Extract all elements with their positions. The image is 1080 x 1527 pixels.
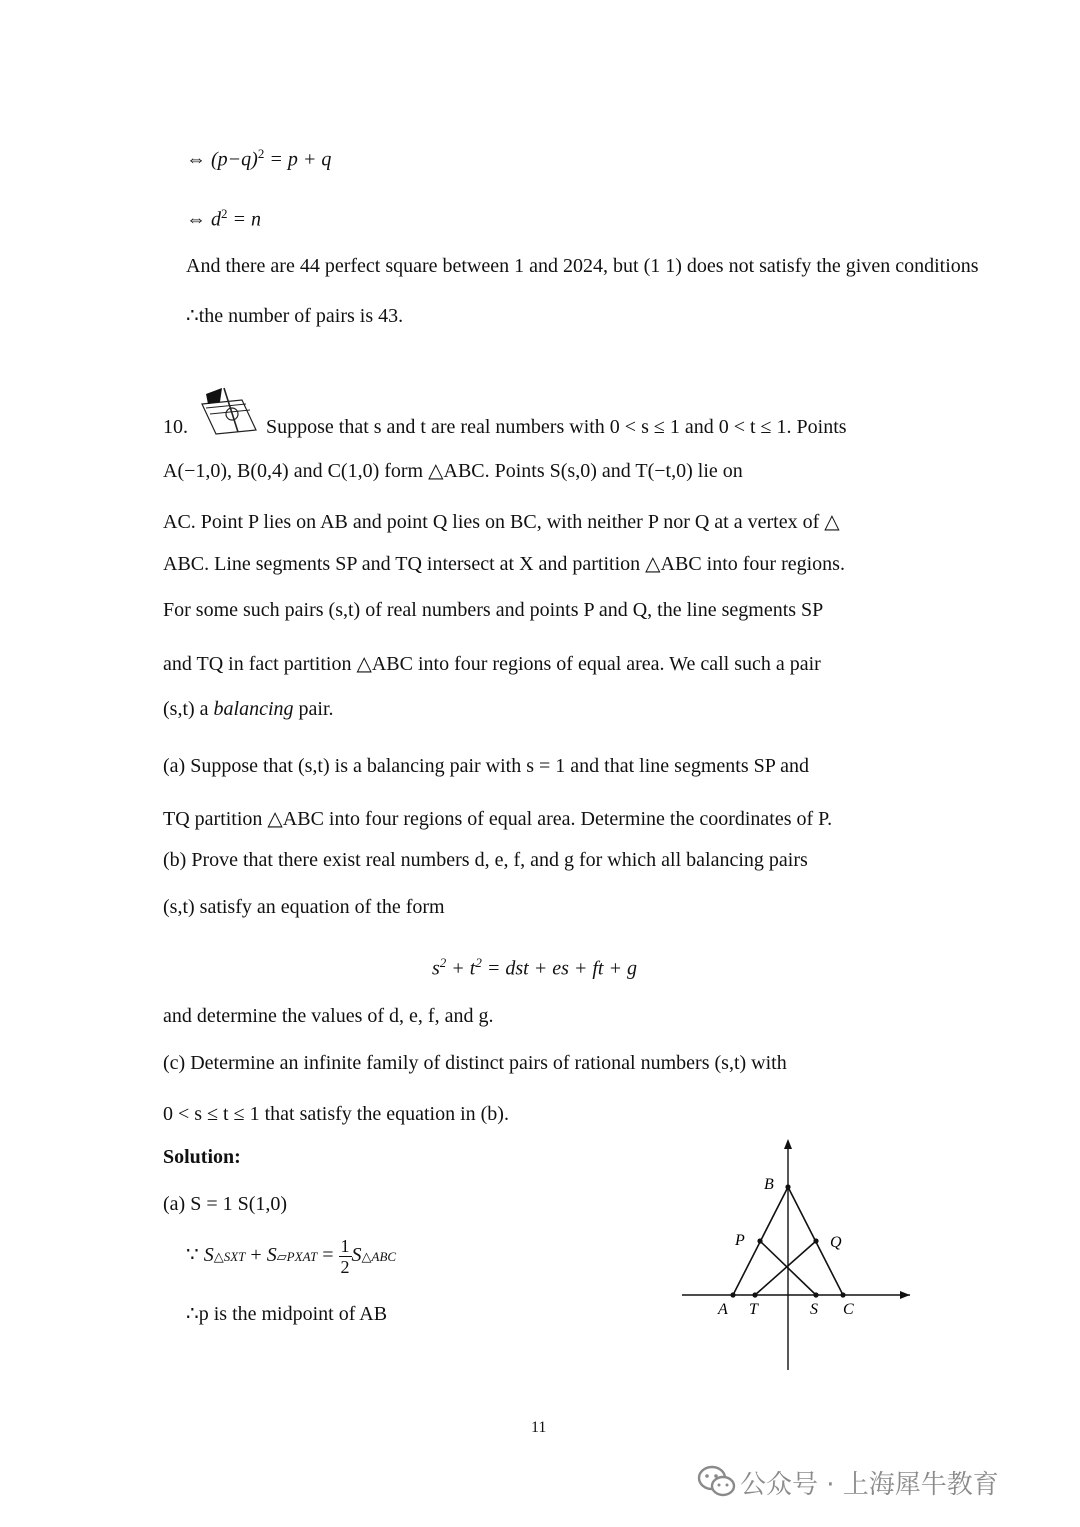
label-b: B <box>764 1176 774 1193</box>
midpoint-conclusion: ∴p is the midpoint of AB <box>186 1303 388 1325</box>
x-axis-arrow-icon <box>900 1291 910 1299</box>
point-q <box>813 1238 818 1243</box>
part-c-line-2: 0 < s ≤ t ≤ 1 that satisfy the equation in (b). <box>163 1103 509 1125</box>
problem-line-2: A(−1,0), B(0,4) and C(1,0) form △ABC. Points S(s,0) and T(−t,0) lie on <box>163 460 743 482</box>
eq1-lhs: (p−q) <box>211 148 258 171</box>
point-c <box>840 1292 845 1297</box>
point-s <box>813 1292 818 1297</box>
pairs-count-line: ∴the number of pairs is 43. <box>186 305 404 327</box>
triangle-diagram <box>680 1135 920 1375</box>
area-equation: ∵ S△SXT + S▱PXAT = $\frac{1}{2}$ S△ABC <box>186 1236 397 1277</box>
label-a: A <box>718 1301 728 1318</box>
difficulty-icon <box>198 386 260 438</box>
part-a-line-2: TQ partition △ABC into four regions of equal area. Determine the coordinates of P. <box>163 808 833 830</box>
eq1-exp: 2 <box>257 146 265 161</box>
problem-number: 10. <box>163 416 188 438</box>
label-p: P <box>735 1232 745 1249</box>
part-b-line-2: (s,t) satisfy an equation of the form <box>163 896 445 918</box>
problem-line-3: AC. Point P lies on AB and point Q lies on BC, with neither P nor Q at a vertex of △ <box>163 511 840 533</box>
problem-line-1: Suppose that s and t are real numbers with 0 < s ≤ 1 and 0 < t ≤ 1. Points <box>266 416 847 438</box>
page-number: 11 <box>531 1419 547 1436</box>
because-icon: ∵ <box>186 1244 199 1267</box>
problem-line-4: ABC. Line segments SP and TQ intersect at X and partition △ABC into four regions. <box>163 553 845 575</box>
part-a-line-1: (a) Suppose that (s,t) is a balancing pair with s = 1 and that line segments SP and <box>163 755 809 777</box>
therefore-icon: ∴ <box>186 305 199 327</box>
problem-line-7: (s,t) a balancing pair. <box>163 698 334 720</box>
point-p <box>757 1238 762 1243</box>
part-c-line-1: (c) Determine an infinite family of distinct pairs of rational numbers (s,t) with <box>163 1052 787 1074</box>
solution-heading: Solution: <box>163 1146 241 1168</box>
problem-line-5: For some such pairs (s,t) of real numbers and points P and Q, the line segments SP <box>163 599 824 621</box>
iff-icon: ⇔ <box>186 148 206 171</box>
y-axis-arrow-icon <box>784 1139 792 1149</box>
one-half-fraction: $\frac{1}{2}$ <box>340 1236 350 1277</box>
label-c: C <box>843 1301 854 1318</box>
point-b <box>785 1184 790 1189</box>
equiv-line-2 <box>186 206 261 232</box>
label-q: Q <box>830 1234 842 1251</box>
eq2-exp: 2 <box>221 206 228 221</box>
part-b-line-1: (b) Prove that there exist real numbers d, e, f, and g for which all balancing pairs <box>163 849 808 871</box>
label-s: S <box>810 1301 818 1318</box>
eq1-rhs: = p + q <box>269 148 332 171</box>
label-t: T <box>749 1301 758 1318</box>
part-b-line-3: and determine the values of d, e, f, and g. <box>163 1005 494 1027</box>
point-a <box>730 1292 735 1297</box>
balancing-term: balancing <box>213 698 294 720</box>
centered-equation: $s^2 + t^2$ = dst + es + ft + g <box>432 955 637 980</box>
point-t <box>752 1292 757 1297</box>
equiv-line-1 <box>186 146 331 172</box>
problem-line-6: and TQ in fact partition △ABC into four regions of equal area. We call such a pair <box>163 653 821 675</box>
perfect-square-line: And there are 44 perfect square between 1 and 2024, but (1 1) does not satisfy the given conditions <box>186 255 979 277</box>
watermark-text: 公众号 · 上海犀牛教育 <box>740 1470 999 1500</box>
iff-icon: ⇔ <box>186 208 206 231</box>
solution-a-line: (a) S = 1 S(1,0) <box>163 1193 288 1215</box>
wechat-icon <box>697 1464 737 1500</box>
eq2-rhs: = n <box>232 208 261 231</box>
eq2-lhs: d <box>211 208 221 231</box>
